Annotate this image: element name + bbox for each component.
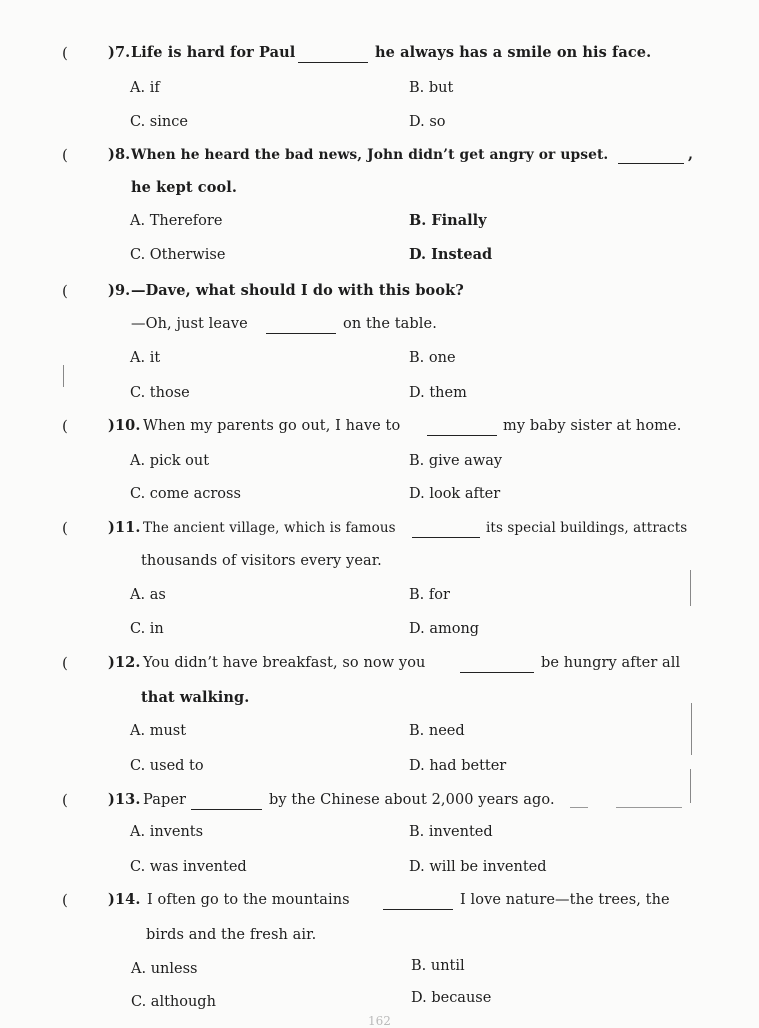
answer-paren: ( xyxy=(62,654,68,672)
question-stem: I often go to the mountains xyxy=(147,892,350,908)
answer-blank xyxy=(266,333,336,334)
option-b: B. give away xyxy=(409,453,503,469)
question-stem: When he heard the bad news, John didn’t get angry or upset. xyxy=(131,147,609,163)
option-a: A. it xyxy=(130,350,161,366)
question-stem: Paper xyxy=(143,792,187,808)
option-a: A. invents xyxy=(130,824,204,840)
option-a: A. unless xyxy=(131,961,198,977)
option-c: C. Otherwise xyxy=(130,247,226,263)
answer-blank xyxy=(298,62,368,63)
question-continuation: birds and the fresh air. xyxy=(146,927,317,943)
page-number: 162 xyxy=(368,1014,391,1028)
answer-blank xyxy=(191,809,262,810)
option-a: A. pick out xyxy=(130,453,210,469)
question-stem-cont: by the Chinese about 2,000 years ago. xyxy=(269,792,555,808)
answer-blank xyxy=(412,537,480,538)
option-d: D. look after xyxy=(409,486,501,502)
question-number: )13. xyxy=(108,791,141,808)
option-a: A. as xyxy=(130,587,166,603)
stray-mark xyxy=(570,807,588,808)
option-a: A. if xyxy=(130,80,160,96)
question-number: )12. xyxy=(108,654,141,671)
option-c: C. since xyxy=(130,114,188,130)
option-c: C. was invented xyxy=(130,859,247,875)
option-b: B. invented xyxy=(409,824,493,840)
answer-paren: ( xyxy=(62,791,68,809)
question-stem-line2: —Oh, just leave xyxy=(131,316,248,332)
question-stem: —Dave, what should I do with this book? xyxy=(131,282,464,299)
option-d: D. so xyxy=(409,114,446,130)
answer-blank xyxy=(383,909,453,910)
question-number: )9. xyxy=(108,282,131,299)
question-stem: When my parents go out, I have to xyxy=(143,418,401,434)
option-c: C. come across xyxy=(130,486,241,502)
scan-artifact xyxy=(63,365,64,387)
question-continuation: that walking. xyxy=(141,689,250,706)
option-c: C. in xyxy=(130,621,164,637)
answer-blank xyxy=(460,672,534,673)
option-c: C. used to xyxy=(130,758,204,774)
question-stem-cont: , xyxy=(688,146,694,163)
option-d: D. will be invented xyxy=(409,859,547,875)
question-number: )8. xyxy=(108,146,131,163)
question-stem-cont: my baby sister at home. xyxy=(503,418,682,434)
option-d: D. had better xyxy=(409,758,507,774)
question-stem-cont: he always has a smile on his face. xyxy=(375,44,652,61)
answer-paren: ( xyxy=(62,417,68,435)
answer-paren: ( xyxy=(62,891,68,909)
question-continuation: thousands of visitors every year. xyxy=(141,553,382,569)
option-a: A. Therefore xyxy=(130,213,223,229)
scan-artifact xyxy=(690,570,691,606)
option-b: B. but xyxy=(409,80,454,96)
scan-artifact xyxy=(690,769,691,803)
answer-paren: ( xyxy=(62,519,68,537)
question-number: )10. xyxy=(108,417,141,434)
question-stem-cont: on the table. xyxy=(343,316,437,332)
question-stem: Life is hard for Paul xyxy=(131,44,296,61)
answer-paren: ( xyxy=(62,146,68,164)
answer-blank xyxy=(427,435,497,436)
option-b: B. until xyxy=(411,958,465,974)
question-number: )14. xyxy=(108,891,141,908)
option-b: B. Finally xyxy=(409,212,487,229)
question-continuation: he kept cool. xyxy=(131,179,238,196)
option-c: C. although xyxy=(131,994,216,1010)
option-b: B. for xyxy=(409,587,450,603)
stray-mark xyxy=(616,807,682,808)
question-number: )11. xyxy=(108,519,141,536)
option-a: A. must xyxy=(130,723,187,739)
question-stem-cont: its special buildings, attracts xyxy=(486,520,688,536)
option-c: C. those xyxy=(130,385,190,401)
question-stem-cont: be hungry after all xyxy=(541,655,681,671)
scan-artifact xyxy=(691,703,692,755)
answer-paren: ( xyxy=(62,282,68,300)
question-stem-cont: I love nature—the trees, the xyxy=(460,892,670,908)
option-d: D. them xyxy=(409,385,467,401)
option-d: D. among xyxy=(409,621,480,637)
option-b: B. need xyxy=(409,723,465,739)
option-d: D. Instead xyxy=(409,246,493,263)
answer-paren: ( xyxy=(62,44,68,62)
question-stem: You didn’t have breakfast, so now you xyxy=(143,655,426,671)
option-b: B. one xyxy=(409,350,456,366)
question-stem: The ancient village, which is famous xyxy=(143,520,396,536)
question-number: )7. xyxy=(108,44,131,61)
option-d: D. because xyxy=(411,990,492,1006)
answer-blank xyxy=(618,163,684,164)
